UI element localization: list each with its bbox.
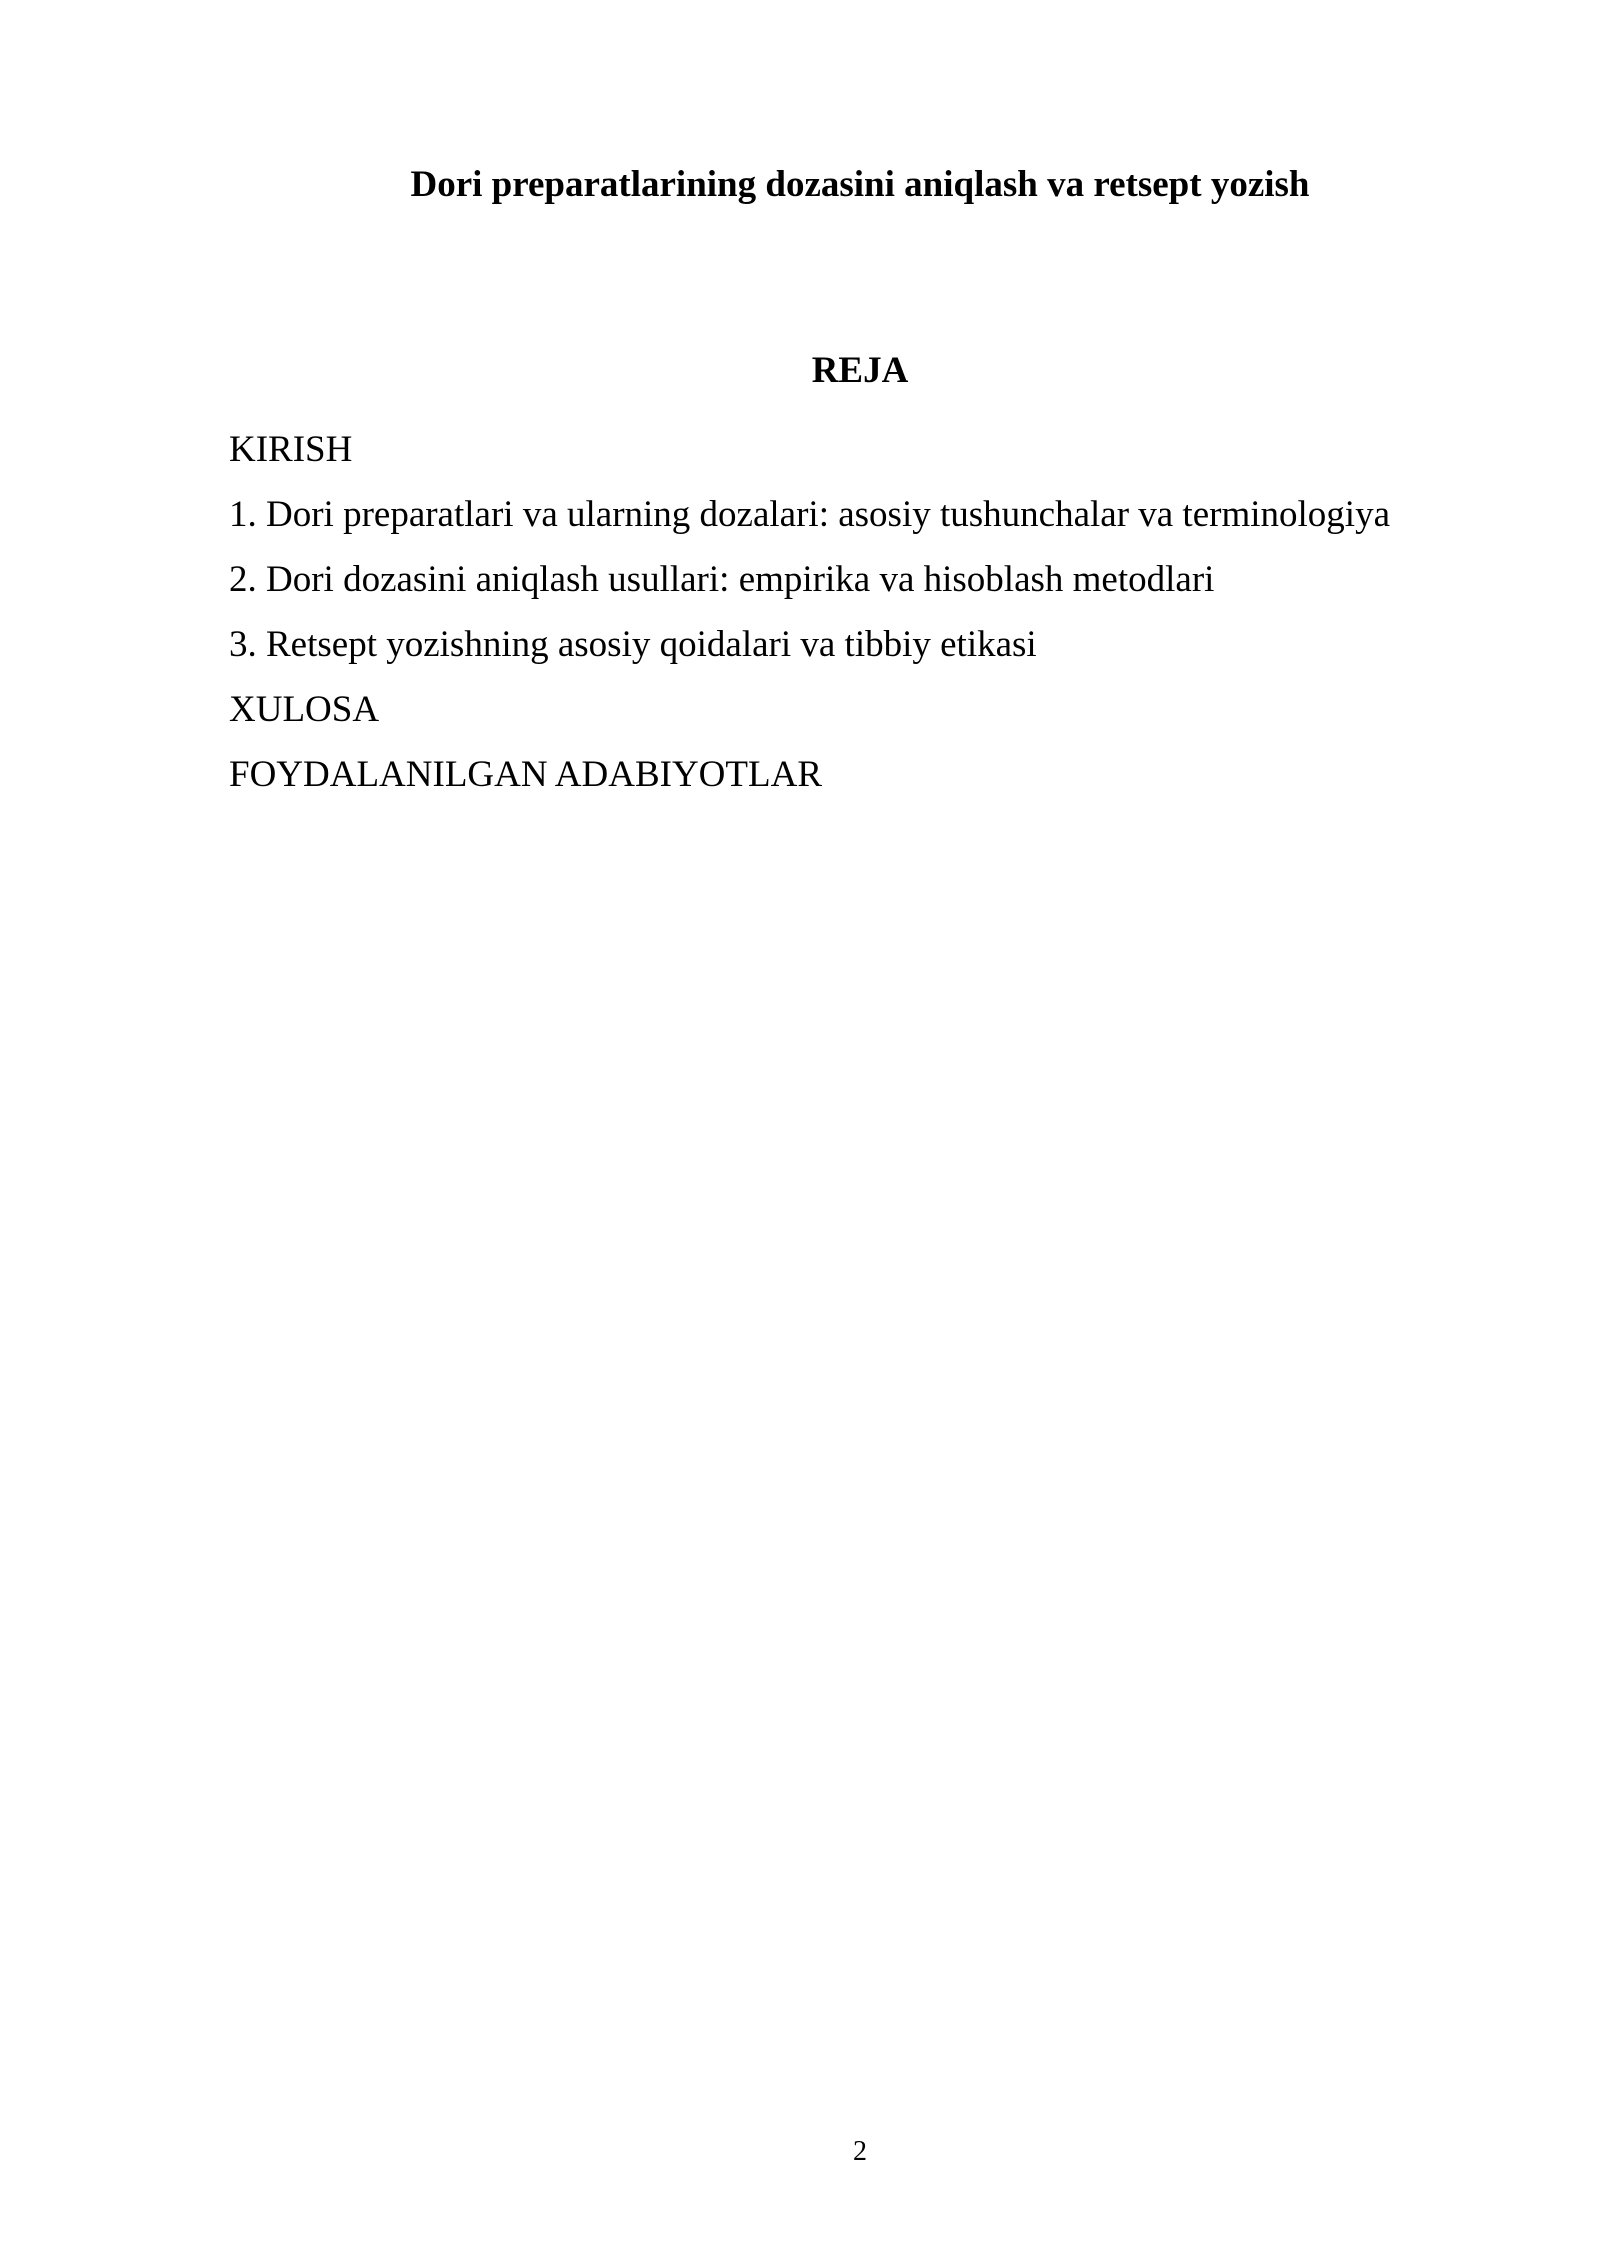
plan-item-section-1: 1. Dori preparatlari va ularning dozalari: asosiy tushunchalar va terminologiya [229, 494, 1391, 535]
plan-item-section-3: 3. Retsept yozishning asosiy qoidalari va tibbiy etikasi [229, 624, 1037, 665]
plan-item-references: FOYDALANILGAN ADABIYOTLAR [229, 754, 822, 795]
plan-heading: REJA [811, 350, 909, 391]
plan-item-introduction: KIRISH [229, 429, 353, 470]
plan-list [229, 417, 1390, 807]
page-number: 2 [853, 2136, 867, 2167]
document-title: Dori preparatlarining dozasini aniqlash va retsept yozish [410, 164, 1310, 205]
plan-item-conclusion: XULOSA [229, 689, 380, 730]
plan-item-section-2: 2. Dori dozasini aniqlash usullari: empirika va hisoblash metodlari [229, 559, 1215, 600]
